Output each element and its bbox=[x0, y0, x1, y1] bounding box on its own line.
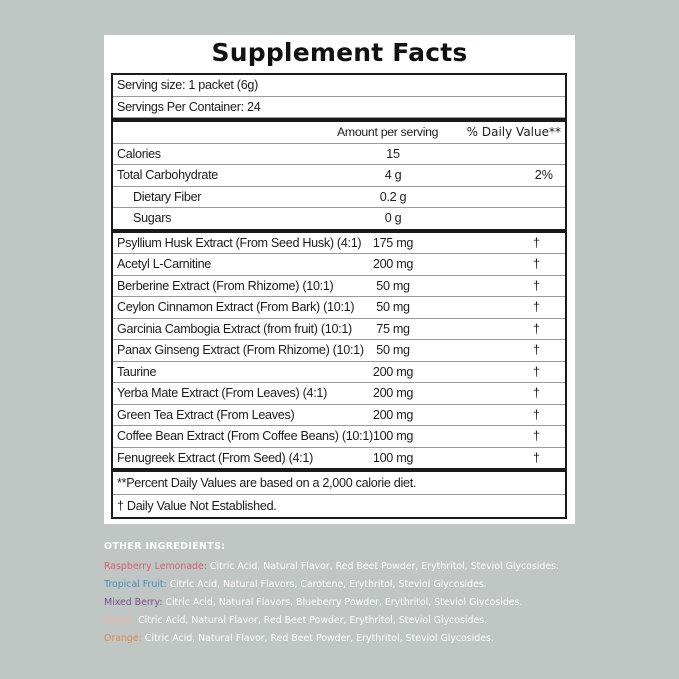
flavor-ingredients: Citric Acid, Natural Flavors, Blueberry Powder, Erythritol, Steviol Glycosides. bbox=[162, 597, 523, 608]
ingredient-row bbox=[113, 383, 565, 405]
ingredient-amount: 100 mg bbox=[372, 429, 414, 443]
servings-per-container-row bbox=[113, 97, 565, 119]
ingredient-name: Berberine Extract (From Rhizome) (10:1) bbox=[117, 278, 334, 293]
ingredient-amount: 100 mg bbox=[372, 450, 414, 465]
other-ingredients-section bbox=[104, 540, 559, 648]
ingredient-amount: 50 mg bbox=[376, 300, 410, 314]
flavor-ingredients: Citric Acid, Natural Flavor, Red Beet Powder, Erythritol, Steviol Glycosides. bbox=[135, 615, 488, 626]
ingredient-amount: 200 mg bbox=[372, 386, 414, 400]
ingredient-amount: 175 mg bbox=[372, 235, 414, 250]
nutrient-name: Calories bbox=[117, 146, 161, 161]
ingredient-name: Taurine bbox=[117, 364, 157, 379]
nutrient-amount: 15 bbox=[386, 146, 400, 161]
serving-size-row bbox=[113, 75, 565, 97]
flavor-name: Raspberry Lemonade: bbox=[104, 561, 207, 572]
servings-per-container: Servings Per Container: 24 bbox=[117, 99, 261, 114]
flavor-line-tropical-fruit bbox=[104, 576, 559, 594]
flavor-ingredients: Citric Acid, Natural Flavor, Red Beet Powder, Erythritol, Steviol Glycosides. bbox=[206, 561, 559, 572]
nutrient-name: Dietary Fiber bbox=[133, 189, 202, 204]
ingredient-name: Acetyl L-Carnitine bbox=[117, 257, 211, 271]
nutrient-row-calories bbox=[113, 144, 565, 166]
flavor-name: Orange: bbox=[104, 633, 142, 644]
other-ingredients-heading: OTHER INGREDIENTS: bbox=[104, 541, 226, 552]
nutrient-amount: 4 g bbox=[384, 168, 402, 182]
ingredient-name: Yerba Mate Extract (From Leaves) (4:1) bbox=[117, 386, 328, 400]
ingredient-row bbox=[113, 405, 565, 427]
dagger-icon: † bbox=[533, 300, 541, 314]
ingredient-name: Fenugreek Extract (From Seed) (4:1) bbox=[117, 450, 313, 465]
ingredient-row bbox=[113, 276, 565, 298]
flavor-line-orange bbox=[104, 630, 559, 648]
ingredient-row bbox=[113, 297, 565, 319]
ingredient-amount: 75 mg bbox=[376, 321, 410, 336]
ingredient-amount: 200 mg bbox=[372, 364, 414, 379]
flavor-name: Tropical Fruit: bbox=[104, 579, 167, 590]
flavor-name: Peach: bbox=[104, 615, 136, 626]
dagger-icon: † bbox=[533, 321, 541, 336]
nutrient-row-total-carbohydrate bbox=[113, 165, 565, 187]
ingredient-row bbox=[113, 254, 565, 276]
ingredient-row bbox=[113, 448, 565, 469]
supplement-facts-title: Supplement Facts bbox=[211, 38, 468, 67]
nutrient-amount: 0.2 g bbox=[379, 189, 407, 204]
flavor-line-raspberry-lemonade bbox=[104, 558, 559, 576]
dagger-icon: † bbox=[533, 386, 541, 400]
dagger-icon: † bbox=[533, 407, 541, 422]
dagger-icon: † bbox=[533, 257, 541, 271]
ingredient-amount: 50 mg bbox=[376, 278, 410, 293]
footnote-daily-values bbox=[113, 468, 565, 495]
footnote-not-established bbox=[113, 495, 565, 517]
ingredient-name: Psyllium Husk Extract (From Seed Husk) (4:1) bbox=[117, 235, 362, 250]
ingredient-row bbox=[113, 229, 565, 255]
daily-value-header: % Daily Value** bbox=[466, 125, 561, 139]
flavor-ingredients: Citric Acid, Natural Flavor, Red Beet Powder, Erythritol, Steviol Glycosides. bbox=[141, 633, 494, 644]
flavor-line-mixed-berry bbox=[104, 594, 559, 612]
ingredient-amount: 200 mg bbox=[372, 257, 414, 271]
dagger-icon: † bbox=[533, 278, 541, 293]
supplement-facts-panel bbox=[104, 35, 575, 524]
footnote-text: **Percent Daily Values are based on a 2,000 calorie diet. bbox=[117, 476, 417, 490]
ingredient-name: Panax Ginseng Extract (From Rhizome) (10:1) bbox=[117, 343, 364, 357]
ingredient-row bbox=[113, 362, 565, 384]
dagger-icon: † bbox=[533, 364, 541, 379]
flavor-ingredients: Citric Acid, Natural Flavors, Carotene, Erythritol, Steviol Glycosides. bbox=[166, 579, 487, 590]
dagger-icon: † bbox=[533, 235, 541, 250]
ingredient-amount: 200 mg bbox=[372, 407, 414, 422]
nutrient-row-sugars bbox=[113, 208, 565, 229]
nutrient-name: Sugars bbox=[133, 211, 172, 225]
ingredient-amount: 50 mg bbox=[376, 343, 410, 357]
ingredient-row bbox=[113, 340, 565, 362]
flavor-line-peach bbox=[104, 612, 559, 630]
nutrient-amount: 0 g bbox=[384, 211, 402, 225]
column-header-row bbox=[113, 118, 565, 144]
ingredient-row bbox=[113, 319, 565, 341]
nutrient-row-dietary-fiber bbox=[113, 187, 565, 209]
dagger-icon: † bbox=[533, 450, 541, 465]
ingredient-name: Coffee Bean Extract (From Coffee Beans) (10:1) bbox=[117, 429, 373, 443]
dagger-icon: † bbox=[533, 343, 541, 357]
nutrient-name: Total Carbohydrate bbox=[117, 168, 219, 182]
nutrient-dv: 2% bbox=[534, 168, 553, 182]
amount-per-serving-header: Amount per serving bbox=[337, 125, 439, 139]
ingredient-name: Garcinia Cambogia Extract (from fruit) (10:1) bbox=[117, 321, 352, 336]
flavor-name: Mixed Berry: bbox=[104, 597, 163, 608]
serving-size: Serving size: 1 packet (6g) bbox=[117, 78, 258, 92]
dagger-icon: † bbox=[533, 429, 541, 443]
ingredient-name: Green Tea Extract (From Leaves) bbox=[117, 407, 295, 422]
ingredient-row bbox=[113, 426, 565, 448]
footnote-text: † Daily Value Not Established. bbox=[117, 499, 277, 513]
supplement-facts-table bbox=[111, 73, 567, 519]
ingredient-name: Ceylon Cinnamon Extract (From Bark) (10:1) bbox=[117, 300, 355, 314]
